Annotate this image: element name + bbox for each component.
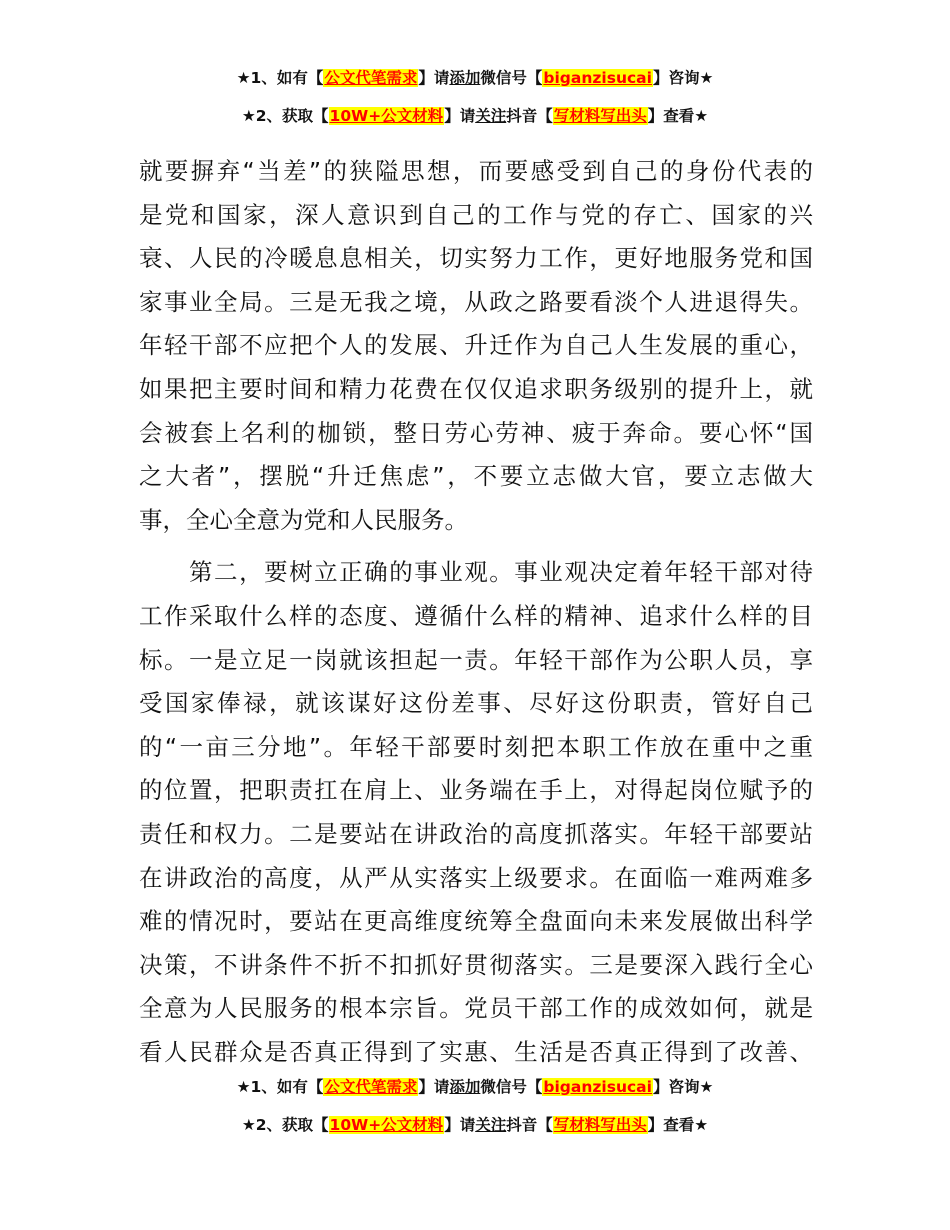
highlight-materials-label: 10W+公文材料 <box>329 1116 444 1134</box>
text-line: 是党和国家，深人意识到自己的工作与党的存亡、国家的兴 <box>139 200 813 229</box>
paragraph-2 <box>139 551 813 1074</box>
banner-text: 】请 <box>418 1078 450 1096</box>
text-line: 就要摒弃“当差”的狭隘思想，而要感受到自己的身份代表的 <box>139 157 813 185</box>
paragraph-spacer <box>139 542 813 551</box>
text-line: 难的情况时，要站在更高维度统筹全盘面向未来发展做出科学 <box>139 907 813 936</box>
highlight-wechat-id: biganzisucai <box>543 1078 652 1096</box>
text-line: 工作采取什么样的态度、遵循什么样的精神、追求什么样的目 <box>139 601 813 630</box>
underlined-action: 添加 <box>449 69 481 87</box>
text-line: 如果把主要时间和精力花费在仅仅追求职务级别的提升上，就 <box>139 374 813 403</box>
banner-text: 抖音【 <box>506 1116 553 1134</box>
banner-prefix: ★1、如有【 <box>236 69 324 87</box>
banner-suffix: 】咨询★ <box>652 1078 714 1096</box>
text-line: 会被套上名利的枷锁，整日劳心劳神、疲于奔命。要心怀“国 <box>139 418 813 447</box>
banner-text: 微信号【 <box>480 69 543 87</box>
text-line: 责任和权力。二是要站在讲政治的高度抓落实。年轻干部要站 <box>139 819 813 848</box>
paragraph-1 <box>139 150 813 542</box>
text-line: 标。一是立足一岗就该担起一责。年轻干部作为公职人员，享 <box>139 645 813 674</box>
text-line: 全意为人民服务的根本宗旨。党员干部工作的成效如何，就是 <box>139 994 813 1023</box>
banner-suffix: 】查看★ <box>647 107 709 125</box>
document-body <box>139 150 813 1074</box>
header-ad-line-2 <box>0 105 950 127</box>
banner-prefix: ★1、如有【 <box>236 1078 324 1096</box>
banner-text: 】请 <box>444 1116 476 1134</box>
footer-ad-line-2 <box>0 1114 950 1136</box>
text-line: 衰、人民的冷暖息息相关，切实努力工作，更好地服务党和国 <box>139 244 813 273</box>
banner-prefix: ★2、获取【 <box>241 107 329 125</box>
banner-text: 】请 <box>444 107 476 125</box>
text-line: 决策，不讲条件不折不扣抓好贯彻落实。三是要深入践行全心 <box>139 950 813 979</box>
text-line: 事，全心全意为党和人民服务。 <box>139 505 468 534</box>
banner-text: 微信号【 <box>480 1078 543 1096</box>
underlined-action: 添加 <box>449 1078 481 1096</box>
text-line: 家事业全局。三是无我之境，从政之路要看淡个人进退得失。 <box>139 287 813 316</box>
highlight-service-label: 公文代笔需求 <box>324 69 418 87</box>
highlight-douyin-account: 写材料写出头 <box>553 107 647 125</box>
text-line: 的“一亩三分地”。年轻干部要时刻把本职工作放在重中之重 <box>139 732 813 761</box>
header-ad-line-1 <box>0 67 950 89</box>
highlight-materials-label: 10W+公文材料 <box>329 107 444 125</box>
text-line: 第二，要树立正确的事业观。事业观决定着年轻干部对待 <box>139 558 813 587</box>
text-line: 之大者”，摆脱“升迁焦虑”，不要立志做大官，要立志做大 <box>139 462 813 491</box>
footer-ad-line-1 <box>0 1076 950 1098</box>
text-line: 在讲政治的高度，从严从实落实上级要求。在面临一难两难多 <box>139 863 813 892</box>
highlight-wechat-id: biganzisucai <box>543 69 652 87</box>
highlight-douyin-account: 写材料写出头 <box>553 1116 647 1134</box>
text-line: 受国家俸禄，就该谋好这份差事、尽好这份职责，管好自己 <box>139 689 813 718</box>
banner-suffix: 】咨询★ <box>652 69 714 87</box>
banner-text: 抖音【 <box>506 107 553 125</box>
underlined-action: 关注 <box>475 107 507 125</box>
banner-suffix: 】查看★ <box>647 1116 709 1134</box>
banner-text: 】请 <box>418 69 450 87</box>
text-line: 年轻干部不应把个人的发展、升迁作为自己人生发展的重心， <box>139 331 813 360</box>
underlined-action: 关注 <box>475 1116 507 1134</box>
banner-prefix: ★2、获取【 <box>241 1116 329 1134</box>
text-line: 看人民群众是否真正得到了实惠、生活是否真正得到了改善、 <box>139 1037 813 1066</box>
highlight-service-label: 公文代笔需求 <box>324 1078 418 1096</box>
text-line: 的位置，把职责扛在肩上、业务端在手上，对得起岗位赋予的 <box>139 776 813 805</box>
